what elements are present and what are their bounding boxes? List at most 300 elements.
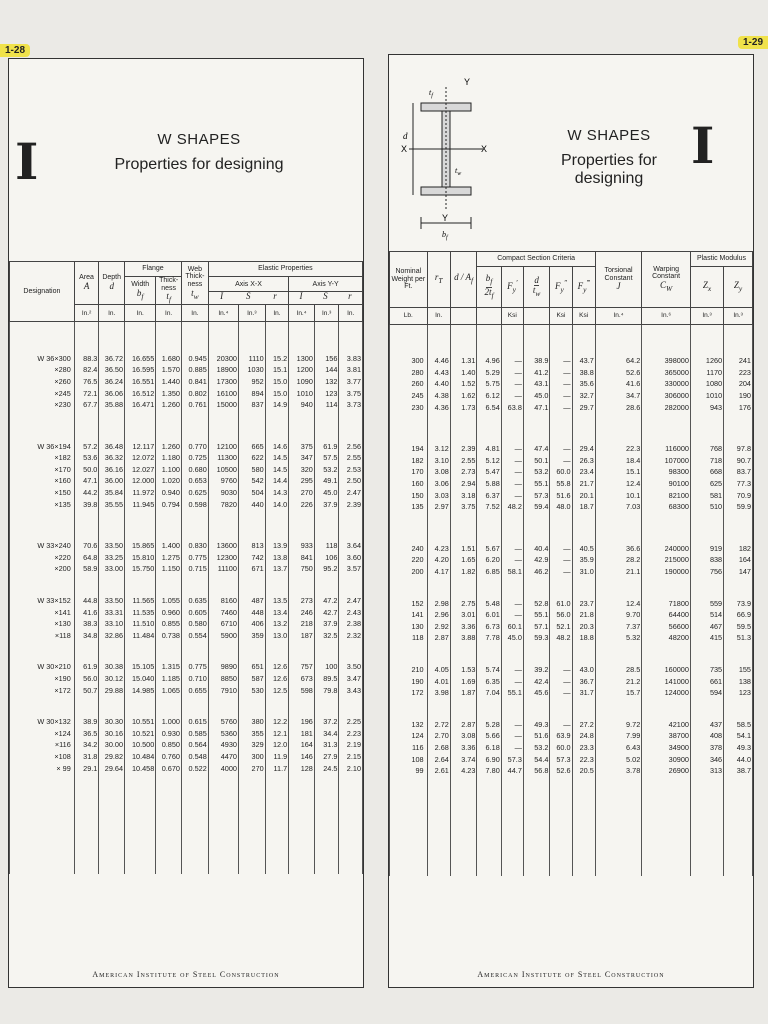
data-cell: 757: [289, 661, 315, 673]
data-cell: 218: [289, 618, 315, 630]
table-row: [390, 597, 753, 609]
table-row: [10, 352, 363, 364]
data-cell: 0.761: [181, 399, 208, 411]
data-cell: 47.2: [314, 595, 339, 607]
row-designation: 135: [390, 501, 428, 513]
data-cell: 106: [314, 552, 339, 564]
table-row: [390, 621, 753, 633]
data-cell: 6.18: [477, 742, 501, 754]
data-cell: 1.69: [450, 675, 477, 687]
data-cell: —: [550, 675, 572, 687]
page-number-right: 1-29: [738, 36, 768, 49]
data-cell: 6.12: [477, 390, 501, 402]
table-row: [10, 376, 363, 388]
data-cell: 15.810: [125, 552, 156, 564]
data-cell: 64400: [642, 609, 691, 621]
data-cell: 22.3: [572, 753, 595, 765]
data-cell: 41.6: [595, 378, 641, 390]
row-designation: ×260: [10, 376, 75, 388]
data-cell: —: [501, 355, 523, 367]
data-cell: 0.802: [181, 387, 208, 399]
data-cell: 53.2: [314, 464, 339, 476]
data-cell: 37.9: [314, 498, 339, 510]
data-cell: 21.1: [595, 566, 641, 578]
data-cell: 6.85: [477, 566, 501, 578]
data-cell: 4.20: [427, 554, 450, 566]
table-row: [390, 455, 753, 467]
data-cell: 2.50: [339, 475, 363, 487]
data-cell: 12.072: [125, 452, 156, 464]
unit-cell: In.³: [690, 308, 723, 325]
data-cell: —: [501, 478, 523, 490]
data-cell: 837: [238, 399, 265, 411]
data-cell: 2.32: [339, 630, 363, 642]
unit-cell: In.⁶: [642, 308, 691, 325]
data-cell: 5.48: [477, 597, 501, 609]
data-cell: 14.0: [265, 498, 288, 510]
row-designation: ×230: [10, 399, 75, 411]
row-designation: ×118: [10, 630, 75, 642]
data-cell: 16.551: [125, 376, 156, 388]
data-cell: 7.52: [477, 501, 501, 513]
header-zx: $Z_x$: [690, 267, 723, 308]
data-cell: 15.0: [265, 387, 288, 399]
header-flange: Flange: [125, 262, 182, 277]
data-cell: 3.77: [339, 376, 363, 388]
data-cell: 273: [289, 595, 315, 607]
data-cell: 514: [690, 609, 723, 621]
data-cell: 43.1: [523, 378, 550, 390]
row-designation: W 36×194: [10, 440, 75, 452]
data-cell: 7.03: [595, 501, 641, 513]
table-row: [10, 552, 363, 564]
data-cell: 14.985: [125, 684, 156, 696]
data-cell: 295: [289, 475, 315, 487]
data-cell: 34.7: [595, 390, 641, 402]
data-cell: 31.3: [314, 739, 339, 751]
table-row: [390, 753, 753, 765]
data-cell: 661: [690, 675, 723, 687]
spacer-row: [390, 513, 753, 543]
data-cell: 1.180: [156, 452, 182, 464]
data-cell: 5.74: [477, 664, 501, 676]
data-cell: 673: [289, 673, 315, 685]
data-cell: 33.10: [99, 618, 125, 630]
data-cell: 2.87: [427, 632, 450, 644]
data-cell: 0.635: [181, 595, 208, 607]
data-cell: 47.1: [523, 401, 550, 413]
data-cell: 0.841: [181, 376, 208, 388]
data-cell: 7910: [208, 684, 238, 696]
data-cell: —: [501, 730, 523, 742]
header-fy-prime: $F_y'$: [501, 267, 523, 308]
data-cell: 141000: [642, 675, 691, 687]
row-designation: 280: [390, 367, 428, 379]
data-cell: 241: [724, 355, 753, 367]
data-cell: 3.08: [450, 730, 477, 742]
data-cell: 100: [314, 661, 339, 673]
table-row: [10, 364, 363, 376]
data-cell: 12.1: [265, 727, 288, 739]
data-cell: 3.03: [427, 489, 450, 501]
data-cell: 14.6: [265, 440, 288, 452]
data-cell: 3.08: [427, 466, 450, 478]
table-row: [390, 664, 753, 676]
row-designation: W 36×300: [10, 352, 75, 364]
data-cell: —: [501, 543, 523, 555]
data-cell: 8850: [208, 673, 238, 685]
data-cell: —: [550, 378, 572, 390]
table-row: [390, 718, 753, 730]
table-row: [390, 378, 753, 390]
data-cell: 6.35: [477, 675, 501, 687]
data-cell: 36.72: [99, 352, 125, 364]
data-cell: —: [550, 543, 572, 555]
data-cell: 1.82: [450, 566, 477, 578]
data-cell: 82.4: [74, 364, 99, 376]
row-designation: 210: [390, 664, 428, 676]
data-cell: 5.47: [477, 466, 501, 478]
data-cell: 3.75: [450, 501, 477, 513]
data-cell: 1010: [289, 387, 315, 399]
data-cell: 23.4: [572, 466, 595, 478]
data-cell: 38.9: [74, 716, 99, 728]
w-shape-symbol: I: [15, 132, 39, 191]
data-cell: 1260: [690, 355, 723, 367]
data-cell: —: [501, 554, 523, 566]
diagram-tf-label: $t_f$: [429, 88, 433, 99]
data-cell: 48.2: [550, 632, 572, 644]
table-row: [10, 387, 363, 399]
data-cell: 3.18: [450, 489, 477, 501]
data-cell: 37.9: [314, 618, 339, 630]
table-row: [10, 727, 363, 739]
spacer-row: [390, 413, 753, 443]
data-cell: 35.84: [99, 487, 125, 499]
table-row: [10, 399, 363, 411]
data-cell: 6.43: [595, 742, 641, 754]
data-cell: 38.9: [523, 355, 550, 367]
data-cell: 50.1: [523, 455, 550, 467]
data-cell: 3.78: [595, 765, 641, 777]
data-cell: 1.350: [156, 387, 182, 399]
data-cell: 70.9: [724, 489, 753, 501]
data-cell: 66.9: [724, 609, 753, 621]
data-cell: 1.51: [450, 543, 477, 555]
data-cell: 60.0: [550, 742, 572, 754]
table-row: [10, 475, 363, 487]
data-cell: 587: [238, 673, 265, 685]
data-cell: 2.39: [339, 498, 363, 510]
data-cell: 123: [314, 387, 339, 399]
data-cell: 13.2: [265, 618, 288, 630]
data-cell: 38.7: [724, 765, 753, 777]
data-cell: 36.06: [99, 387, 125, 399]
data-cell: —: [550, 664, 572, 676]
data-cell: 34.4: [314, 727, 339, 739]
data-cell: 3.10: [427, 455, 450, 467]
data-cell: 35.88: [99, 399, 125, 411]
data-cell: 4.23: [427, 543, 450, 555]
data-cell: 0.580: [181, 618, 208, 630]
data-cell: 0.605: [181, 606, 208, 618]
data-cell: 48.0: [550, 501, 572, 513]
publisher-footer: American Institute of Steel Construction: [92, 970, 280, 979]
data-cell: 3.88: [450, 632, 477, 644]
data-cell: 11300: [208, 452, 238, 464]
data-cell: 1.40: [450, 367, 477, 379]
data-cell: 2.38: [339, 618, 363, 630]
table-row: [10, 440, 363, 452]
data-cell: 23.7: [572, 597, 595, 609]
data-cell: 622: [238, 452, 265, 464]
data-cell: 1.260: [156, 399, 182, 411]
data-cell: 51.6: [550, 489, 572, 501]
table-row: [10, 630, 363, 642]
page-title: W SHAPES: [157, 131, 241, 148]
data-cell: 34.2: [74, 739, 99, 751]
data-cell: 38.3: [74, 618, 99, 630]
header-depth: Depth d: [99, 262, 125, 305]
row-designation: 245: [390, 390, 428, 402]
data-cell: 38700: [642, 730, 691, 742]
data-cell: 952: [238, 376, 265, 388]
data-cell: 6.01: [477, 609, 501, 621]
header-web-thickness: Web Thick-ness $t_w$: [181, 262, 208, 305]
unit-cell: Lb.: [390, 308, 428, 325]
data-cell: 6.90: [477, 753, 501, 765]
data-cell: 2.97: [427, 501, 450, 513]
data-cell: 718: [690, 455, 723, 467]
data-cell: 88.3: [74, 352, 99, 364]
data-cell: 2.64: [427, 753, 450, 765]
data-cell: 1.31: [450, 355, 477, 367]
data-cell: 4930: [208, 739, 238, 751]
data-cell: 60.1: [501, 621, 523, 633]
header-area: Area A: [74, 262, 99, 305]
data-cell: 13.9: [265, 540, 288, 552]
data-cell: 52.1: [550, 621, 572, 633]
data-cell: 10.484: [125, 751, 156, 763]
data-cell: 346: [690, 753, 723, 765]
data-cell: —: [501, 664, 523, 676]
data-cell: 4.43: [427, 367, 450, 379]
data-cell: 43.7: [572, 355, 595, 367]
data-cell: 0.930: [156, 727, 182, 739]
data-cell: 10.500: [125, 739, 156, 751]
data-cell: 45.0: [523, 390, 550, 402]
data-cell: 44.0: [724, 753, 753, 765]
data-cell: —: [501, 378, 523, 390]
data-cell: 2.10: [339, 762, 363, 774]
unit-cell: [523, 308, 550, 325]
spacer-row: [390, 325, 753, 356]
diagram-y-bottom-label: Y: [442, 213, 449, 223]
data-cell: 1.53: [450, 664, 477, 676]
data-cell: 9.70: [595, 609, 641, 621]
data-cell: 320: [289, 464, 315, 476]
spacer-row: [10, 410, 363, 440]
data-cell: 12.027: [125, 464, 156, 476]
table-row: [10, 540, 363, 552]
data-cell: 12.117: [125, 440, 156, 452]
header-plastic-modulus: Plastic Modulus: [690, 252, 752, 267]
data-cell: 0.710: [181, 673, 208, 685]
data-cell: 67.7: [74, 399, 99, 411]
data-cell: 44.7: [501, 765, 523, 777]
data-cell: 20300: [208, 352, 238, 364]
data-cell: 13600: [208, 540, 238, 552]
data-cell: 7460: [208, 606, 238, 618]
data-cell: 4.46: [427, 355, 450, 367]
left-table-body: [10, 322, 363, 874]
data-cell: 24.5: [314, 762, 339, 774]
row-designation: ×182: [10, 452, 75, 464]
data-cell: 187: [289, 630, 315, 642]
unit-cell: In.: [181, 305, 208, 322]
row-designation: ×124: [10, 727, 75, 739]
data-cell: 20.5: [572, 765, 595, 777]
row-designation: 132: [390, 718, 428, 730]
data-cell: 16.471: [125, 399, 156, 411]
data-cell: 33.50: [99, 540, 125, 552]
data-cell: 1080: [690, 378, 723, 390]
table-row: [390, 401, 753, 413]
data-cell: 15.040: [125, 673, 156, 685]
header-warping-constant: Warping Constant $C_W$: [642, 252, 691, 308]
data-cell: 1.73: [450, 401, 477, 413]
data-cell: 29.64: [99, 762, 125, 774]
data-cell: —: [550, 390, 572, 402]
data-cell: 246: [289, 606, 315, 618]
data-cell: 10.521: [125, 727, 156, 739]
data-cell: 48.2: [501, 501, 523, 513]
data-cell: 176: [724, 401, 753, 413]
data-cell: 3.73: [339, 399, 363, 411]
table-row: [390, 543, 753, 555]
data-cell: 406: [238, 618, 265, 630]
data-cell: 11.972: [125, 487, 156, 499]
data-cell: 28.5: [595, 664, 641, 676]
data-cell: 0.885: [181, 364, 208, 376]
data-cell: 14.9: [265, 399, 288, 411]
data-cell: 2.23: [339, 727, 363, 739]
data-cell: 43.0: [572, 664, 595, 676]
data-cell: 49.1: [314, 475, 339, 487]
data-cell: 58.9: [74, 563, 99, 575]
data-cell: 2.56: [339, 440, 363, 452]
data-cell: 4.96: [477, 355, 501, 367]
data-cell: 14.3: [265, 487, 288, 499]
data-cell: 50.7: [74, 684, 99, 696]
data-cell: 0.715: [181, 563, 208, 575]
unit-cell: In.⁴: [595, 308, 641, 325]
data-cell: 270: [289, 487, 315, 499]
left-page: [8, 58, 364, 988]
data-cell: 24.8: [572, 730, 595, 742]
data-cell: 504: [238, 487, 265, 499]
unit-cell: In.⁴: [208, 305, 238, 322]
data-cell: 90.7: [724, 455, 753, 467]
data-cell: 2.25: [339, 716, 363, 728]
data-cell: 61.9: [314, 440, 339, 452]
row-designation: ×245: [10, 387, 75, 399]
data-cell: 190000: [642, 566, 691, 578]
data-cell: 408: [690, 730, 723, 742]
data-cell: 1.150: [156, 563, 182, 575]
data-cell: 18.4: [595, 455, 641, 467]
data-cell: 365000: [642, 367, 691, 379]
data-cell: 415: [690, 632, 723, 644]
data-cell: 57.5: [314, 452, 339, 464]
spacer-row: [10, 575, 363, 595]
data-cell: 35.9: [572, 554, 595, 566]
table-row: [390, 566, 753, 578]
data-cell: 29.88: [99, 684, 125, 696]
data-cell: 598: [289, 684, 315, 696]
data-cell: 53.6: [74, 452, 99, 464]
data-cell: 132: [314, 376, 339, 388]
data-cell: 39.2: [523, 664, 550, 676]
data-cell: 0.653: [181, 475, 208, 487]
data-cell: 300: [238, 751, 265, 763]
data-cell: 3.75: [339, 387, 363, 399]
diagram-x-left-label: X: [401, 144, 408, 154]
diagram-tw-label: $t_w$: [455, 166, 462, 177]
data-cell: —: [501, 597, 523, 609]
data-cell: 7.04: [477, 687, 501, 699]
data-cell: 3.12: [427, 443, 450, 455]
data-cell: 0.775: [181, 661, 208, 673]
data-cell: 2.94: [450, 478, 477, 490]
data-cell: 306000: [642, 390, 691, 402]
right-table-body: [390, 325, 753, 877]
spacer-row: [390, 698, 753, 718]
data-cell: 7820: [208, 498, 238, 510]
row-designation: 172: [390, 687, 428, 699]
data-cell: 12.0: [265, 739, 288, 751]
data-cell: 7.78: [477, 632, 501, 644]
data-cell: 12300: [208, 552, 238, 564]
data-cell: 34.8: [74, 630, 99, 642]
data-cell: 21.7: [572, 478, 595, 490]
data-cell: 330000: [642, 378, 691, 390]
data-cell: 4.17: [427, 566, 450, 578]
data-cell: 55.1: [501, 687, 523, 699]
data-cell: 3.47: [339, 673, 363, 685]
table-row: [10, 716, 363, 728]
data-cell: 44.8: [74, 595, 99, 607]
data-cell: 1090: [289, 376, 315, 388]
data-cell: 735: [690, 664, 723, 676]
data-cell: 380: [238, 716, 265, 728]
data-cell: 144: [314, 364, 339, 376]
data-cell: 36.6: [595, 543, 641, 555]
row-designation: ×150: [10, 487, 75, 499]
data-cell: 270: [238, 762, 265, 774]
data-cell: 2.61: [427, 765, 450, 777]
data-cell: 559: [690, 597, 723, 609]
data-cell: 13.0: [265, 630, 288, 642]
data-cell: 50.0: [74, 464, 99, 476]
table-row: [390, 675, 753, 687]
data-cell: 15.865: [125, 540, 156, 552]
data-cell: 147: [724, 566, 753, 578]
header-zy: $Z_y$: [724, 267, 753, 308]
data-cell: 41.2: [523, 367, 550, 379]
unit-cell: In.²: [74, 305, 99, 322]
data-cell: 36.00: [99, 475, 125, 487]
